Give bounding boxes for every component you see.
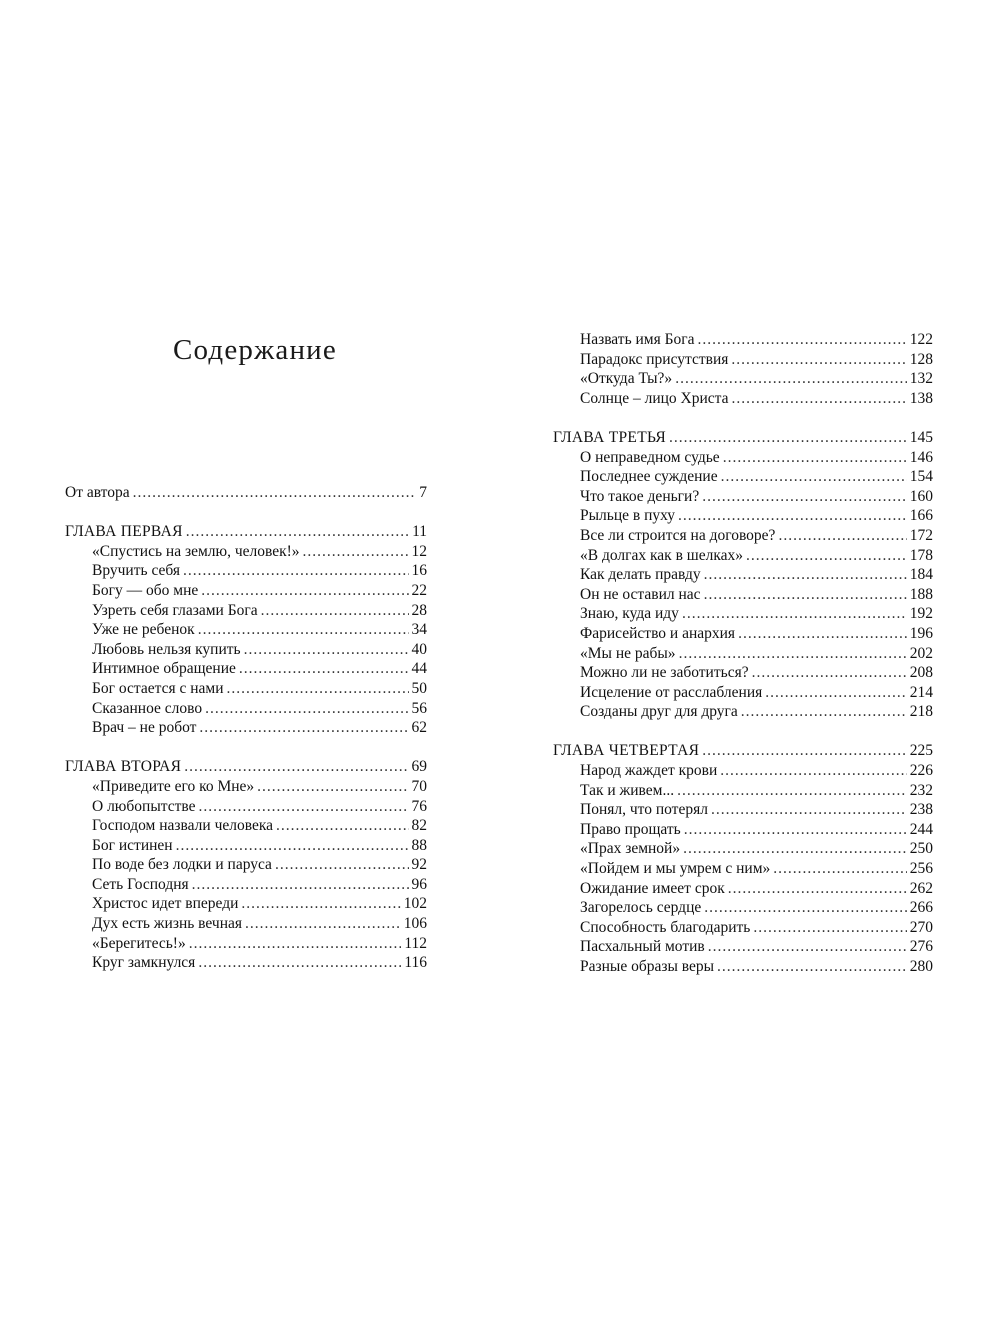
- page-title: Содержание: [173, 334, 337, 366]
- toc-entry-label: Интимное обращение: [92, 660, 236, 678]
- dot-leader: [198, 953, 401, 973]
- dot-leader: [704, 898, 907, 918]
- toc-entry[interactable]: [65, 934, 427, 954]
- toc-entry-label: Можно ли не заботиться?: [580, 664, 749, 682]
- dot-leader: [245, 914, 401, 934]
- toc-entry-page: 196: [909, 624, 933, 642]
- dot-leader: [198, 797, 408, 817]
- dot-leader: [679, 644, 907, 664]
- toc-entry-page: 106: [403, 915, 427, 933]
- dot-leader: [721, 467, 907, 487]
- toc-entry[interactable]: [553, 820, 933, 840]
- toc-entry-page: 102: [403, 895, 427, 913]
- toc-entry-label: Знаю, куда иду: [580, 605, 679, 623]
- toc-entry-page: 244: [909, 820, 933, 838]
- dot-leader: [257, 777, 408, 797]
- dot-leader: [183, 561, 408, 581]
- toc-entry-page: 225: [909, 742, 933, 760]
- dot-leader: [186, 522, 409, 542]
- dot-leader: [176, 836, 409, 856]
- toc-entry-label: Парадокс присутствия: [580, 350, 729, 368]
- toc-entry-page: 238: [909, 801, 933, 819]
- dot-leader: [244, 640, 409, 660]
- dot-leader: [675, 369, 907, 389]
- toc-entry[interactable]: [65, 816, 427, 836]
- toc-entry[interactable]: [553, 448, 933, 468]
- toc-entry-label: Дух есть жизнь вечная: [92, 915, 242, 933]
- dot-leader: [241, 894, 400, 914]
- toc-entry-label: Созданы друг для друга: [580, 703, 738, 721]
- toc-entry[interactable]: [65, 797, 427, 817]
- toc-entry[interactable]: [65, 914, 427, 934]
- toc-entry-label: Назвать имя Бога: [580, 331, 695, 348]
- toc-entry[interactable]: [553, 937, 933, 957]
- toc-entry-page: 12: [411, 542, 427, 560]
- toc-entry-label: Он не оставил нас: [580, 585, 701, 603]
- toc-entry[interactable]: [553, 781, 933, 801]
- toc-entry-page: 188: [909, 585, 933, 603]
- dot-leader: [698, 330, 907, 350]
- toc-entry[interactable]: [553, 389, 933, 409]
- toc-entry[interactable]: [553, 565, 933, 585]
- toc-entry-page: 7: [419, 484, 427, 501]
- toc-entry[interactable]: [553, 369, 933, 389]
- toc-entry-label: Последнее суждение: [580, 468, 718, 486]
- toc-chapter-2-entries: [65, 777, 427, 973]
- toc-entry-page: 82: [411, 817, 427, 835]
- toc-entry-label: По воде без лодки и паруса: [92, 856, 272, 874]
- toc-entry[interactable]: [65, 699, 427, 719]
- dot-leader: [778, 526, 906, 546]
- toc-entry-label: «Спустись на землю, человек!»: [92, 542, 300, 560]
- toc-entry-page: 266: [909, 899, 933, 917]
- toc-entry-page: 270: [909, 918, 933, 936]
- toc-entry-page: 154: [909, 468, 933, 486]
- dot-leader: [704, 585, 907, 605]
- toc-entry-label: Богу — обо мне: [92, 581, 199, 599]
- toc-entry-label: От автора: [65, 484, 130, 501]
- toc-entry-label: Сеть Господня: [92, 875, 189, 893]
- toc-entry-page: 56: [411, 699, 427, 717]
- toc-entry-label: Бог остается с нами: [92, 679, 224, 697]
- dot-leader: [752, 663, 907, 683]
- toc-entry-page: 69: [411, 758, 427, 776]
- toc-entry-page: 160: [909, 487, 933, 505]
- dot-leader: [677, 781, 907, 801]
- toc-entry-page: 166: [909, 507, 933, 525]
- toc-entry-label: «Берегитесь!»: [92, 934, 186, 952]
- toc-entry-page: 40: [411, 640, 427, 658]
- toc-entry[interactable]: [65, 953, 427, 973]
- toc-entry-label: Право прощать: [580, 820, 681, 838]
- toc-entry-page: 44: [411, 660, 427, 678]
- toc-entry-label: Господом назвали человека: [92, 817, 274, 835]
- dot-leader: [708, 937, 907, 957]
- dot-leader: [198, 620, 409, 640]
- toc-entry[interactable]: [65, 679, 427, 699]
- toc-entry-page: 88: [411, 836, 427, 854]
- toc-entry[interactable]: [553, 526, 933, 546]
- toc-chapter-1[interactable]: [65, 522, 427, 542]
- toc-entry-label: Сказанное слово: [92, 699, 203, 717]
- toc-entry[interactable]: [553, 467, 933, 487]
- toc-entry-page: 128: [909, 350, 933, 368]
- dot-leader: [184, 757, 408, 777]
- toc-entry[interactable]: [65, 894, 427, 914]
- toc-entry-page: 116: [404, 954, 427, 972]
- toc-entry[interactable]: [65, 581, 427, 601]
- dot-leader: [704, 565, 907, 585]
- toc-entry-page: 214: [909, 683, 933, 701]
- toc-entry[interactable]: [553, 702, 933, 722]
- toc-entry-label: «Мы не рабы»: [580, 644, 676, 662]
- toc-entry-label: «В долгах как в шелках»: [580, 546, 743, 564]
- dot-leader: [189, 934, 402, 954]
- toc-entry[interactable]: [553, 957, 933, 977]
- toc-entry-label: Способность благодарить: [580, 918, 751, 936]
- toc-entry-label: Что такое деньги?: [580, 487, 700, 505]
- toc-entry[interactable]: [65, 659, 427, 679]
- dot-leader: [199, 718, 408, 738]
- toc-entry[interactable]: [553, 683, 933, 703]
- toc-entry[interactable]: [553, 918, 933, 938]
- toc-entry[interactable]: [65, 855, 427, 875]
- dot-leader: [702, 487, 907, 507]
- toc-entry-page: 276: [909, 938, 933, 956]
- toc-entry-label: «Откуда Ты?»: [580, 370, 673, 388]
- toc-entry[interactable]: [65, 542, 427, 562]
- toc-chapter-label: ГЛАВА ТРЕТЬЯ: [553, 428, 666, 446]
- toc-entry-page: 34: [411, 621, 427, 639]
- dot-leader: [261, 601, 409, 621]
- dot-leader: [731, 350, 906, 370]
- toc-entry[interactable]: [65, 875, 427, 895]
- toc-entry-page: 132: [909, 370, 933, 388]
- toc-entry-page: 172: [909, 526, 933, 544]
- dot-leader: [192, 875, 409, 895]
- dot-leader: [684, 820, 907, 840]
- toc-entry-label: Народ жаждет крови: [580, 762, 718, 780]
- dot-leader: [303, 542, 409, 562]
- toc-entry-page: 50: [411, 679, 427, 697]
- dot-leader: [227, 679, 409, 699]
- toc-entry-label: Узреть себя глазами Бога: [92, 601, 258, 619]
- toc-entry-page: 92: [411, 856, 427, 874]
- toc-chapter-label: ГЛАВА ПЕРВАЯ: [65, 523, 183, 541]
- toc-entry-label: Все ли строится на договоре?: [580, 526, 776, 544]
- toc-entry[interactable]: [65, 620, 427, 640]
- toc-entry[interactable]: [65, 640, 427, 660]
- dot-leader: [773, 859, 906, 879]
- dot-leader: [201, 581, 408, 601]
- toc-entry-label: Бог истинен: [92, 836, 173, 854]
- toc-entry-label: «Приведите его ко Мне»: [92, 777, 255, 795]
- toc-entry-label: О любопытстве: [92, 797, 196, 815]
- dot-leader: [702, 741, 906, 761]
- toc-entry[interactable]: [65, 601, 427, 621]
- toc-chapter-2[interactable]: [65, 757, 427, 777]
- toc-chapter-label: ГЛАВА ЧЕТВЕРТАЯ: [553, 742, 700, 760]
- dot-leader: [669, 428, 907, 448]
- toc-entry-page: 218: [909, 703, 933, 721]
- toc-entry-page: 76: [411, 797, 427, 815]
- dot-leader: [746, 546, 907, 566]
- toc-entry-page: 112: [404, 934, 427, 952]
- toc-entry-label: Так и живем...: [580, 781, 675, 799]
- toc-entry[interactable]: [553, 800, 933, 820]
- toc-entry-label: Вручить себя: [92, 562, 181, 580]
- toc-entry-intro[interactable]: [65, 483, 427, 503]
- dot-leader: [738, 624, 907, 644]
- toc-entry-page: 11: [412, 523, 427, 541]
- toc-right-column: [553, 330, 933, 977]
- toc-chapter-3[interactable]: [553, 428, 933, 448]
- toc-chapter-label: ГЛАВА ВТОРАЯ: [65, 758, 182, 776]
- toc-entry[interactable]: [553, 330, 933, 350]
- toc-entry[interactable]: [553, 546, 933, 566]
- dot-leader: [720, 761, 907, 781]
- toc-entry-page: 262: [909, 879, 933, 897]
- dot-leader: [275, 855, 409, 875]
- dot-leader: [678, 506, 907, 526]
- toc-entry-page: 138: [909, 389, 933, 407]
- toc-entry-page: 16: [411, 562, 427, 580]
- toc-entry-page: 96: [411, 875, 427, 893]
- toc-entry-page: 232: [909, 781, 933, 799]
- toc-entry-label: Солнце – лицо Христа: [580, 389, 729, 407]
- toc-entry-label: О неправедном судье: [580, 448, 720, 466]
- toc-entry-page: 184: [909, 566, 933, 584]
- toc-entry-label: Христос идет впереди: [92, 895, 239, 913]
- toc-entry-label: Врач – не робот: [92, 719, 197, 737]
- toc-entry[interactable]: [553, 879, 933, 899]
- toc-entry[interactable]: [553, 350, 933, 370]
- toc-entry-label: Исцеление от расслабления: [580, 683, 763, 701]
- toc-entry-label: «Прах земной»: [580, 840, 681, 858]
- toc-entry[interactable]: [553, 663, 933, 683]
- dot-leader: [741, 702, 907, 722]
- toc-entry[interactable]: [65, 561, 427, 581]
- dot-leader: [133, 483, 417, 503]
- toc-entry[interactable]: [65, 836, 427, 856]
- dot-leader: [239, 659, 409, 679]
- toc-entry[interactable]: [553, 839, 933, 859]
- toc-entry-page: 280: [909, 958, 933, 975]
- toc-entry-page: 22: [411, 581, 427, 599]
- toc-entry-page: 146: [909, 448, 933, 466]
- dot-leader: [723, 448, 907, 468]
- toc-entry-label: Любовь нельзя купить: [92, 640, 241, 658]
- toc-entry-page: 62: [411, 719, 427, 737]
- toc-entry[interactable]: [553, 898, 933, 918]
- toc-entry-page: 226: [909, 762, 933, 780]
- dot-leader: [728, 879, 907, 899]
- toc-entry-page: 192: [909, 605, 933, 623]
- toc-entry-label: Уже не ребенок: [92, 621, 195, 639]
- toc-entry[interactable]: [65, 718, 427, 738]
- toc-entry-page: 208: [909, 664, 933, 682]
- toc-chapter-2-continued-entries: [553, 330, 933, 408]
- toc-entry-page: 256: [909, 860, 933, 878]
- toc-entry-page: 122: [909, 331, 933, 348]
- toc-entry-label: Ожидание имеет срок: [580, 879, 725, 897]
- toc-entry-page: 28: [411, 601, 427, 619]
- dot-leader: [682, 604, 907, 624]
- toc-entry-page: 178: [909, 546, 933, 564]
- dot-leader: [765, 683, 907, 703]
- dot-leader: [753, 918, 906, 938]
- toc-entry-page: 70: [411, 777, 427, 795]
- toc-entry[interactable]: [553, 859, 933, 879]
- toc-entry[interactable]: [553, 644, 933, 664]
- toc-entry[interactable]: [553, 761, 933, 781]
- toc-entry[interactable]: [553, 624, 933, 644]
- toc-entry-page: 145: [909, 428, 933, 446]
- toc-chapter-4[interactable]: [553, 741, 933, 761]
- dot-leader: [205, 699, 408, 719]
- dot-leader: [683, 839, 907, 859]
- toc-entry[interactable]: [65, 777, 427, 797]
- toc-entry-label: «Пойдем и мы умрем с ним»: [580, 860, 771, 878]
- toc-chapter-3-entries: [553, 448, 933, 722]
- dot-leader: [276, 816, 408, 836]
- toc-entry-label: Как делать правду: [580, 566, 701, 584]
- toc-entry-label: Разные образы веры: [580, 958, 715, 975]
- toc-chapter-4-entries: [553, 761, 933, 977]
- toc-entry[interactable]: [553, 506, 933, 526]
- toc-entry[interactable]: [553, 487, 933, 507]
- toc-left-column: [65, 483, 427, 973]
- toc-entry-label: Круг замкнулся: [92, 954, 196, 972]
- toc-entry-label: Загорелось сердце: [580, 899, 702, 917]
- dot-leader: [717, 957, 907, 977]
- toc-entry-label: Понял, что потерял: [580, 801, 708, 819]
- toc-entry-page: 250: [909, 840, 933, 858]
- toc-entry-label: Фарисейство и анархия: [580, 624, 736, 642]
- toc-entry-label: Рыльце в пуху: [580, 507, 676, 525]
- toc-entry-page: 202: [909, 644, 933, 662]
- toc-entry[interactable]: [553, 604, 933, 624]
- dot-leader: [732, 389, 907, 409]
- toc-entry[interactable]: [553, 585, 933, 605]
- toc-chapter-1-entries: [65, 542, 427, 738]
- dot-leader: [711, 800, 907, 820]
- toc-entry-label: Пасхальный мотив: [580, 938, 705, 956]
